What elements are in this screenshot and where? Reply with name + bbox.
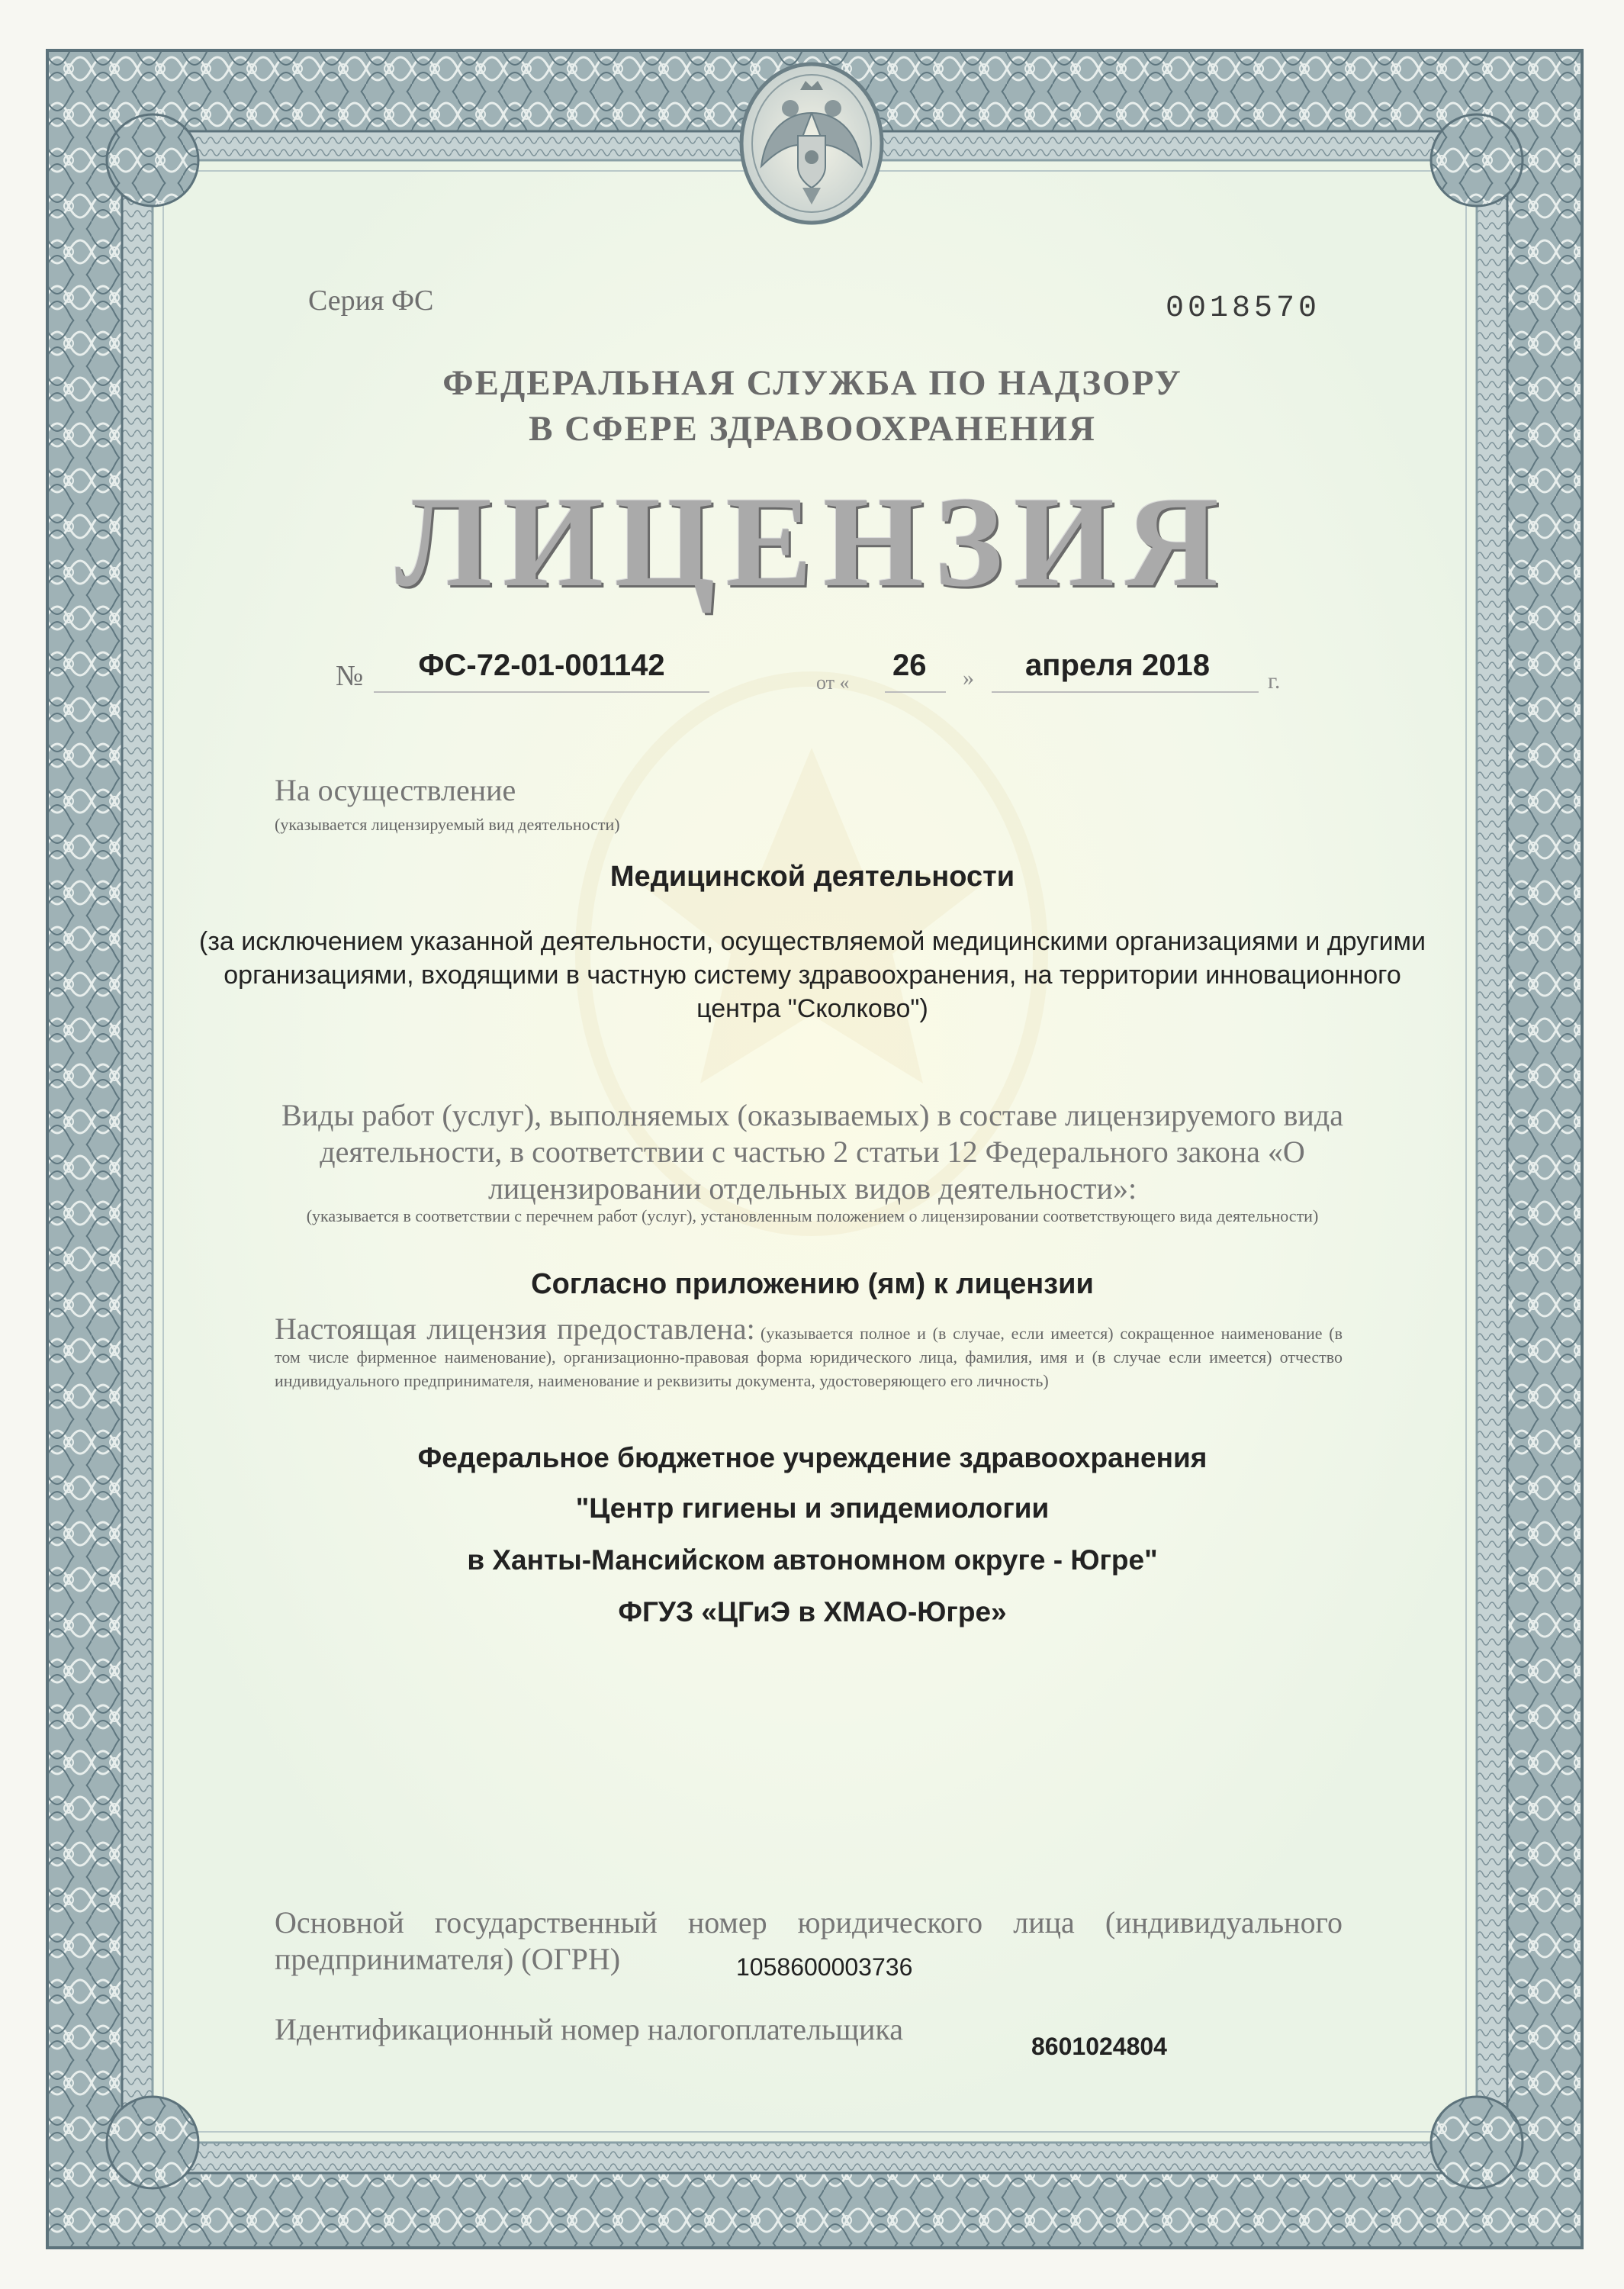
inn-label: Идентификационный номер налогоплательщика xyxy=(275,2012,904,2046)
day-underline xyxy=(885,691,946,693)
granted-label: Настоящая лицензия предоставлена: xyxy=(275,1312,755,1346)
works-value: Согласно приложению (ям) к лицензии xyxy=(531,1268,1094,1300)
granted-block xyxy=(275,1312,1343,1394)
organization-line-3: в Ханты-Мансийском автономном округе - Югре" xyxy=(467,1544,1158,1576)
inn-value: 8601024804 xyxy=(1031,2033,1167,2060)
year-suffix: г. xyxy=(1268,668,1281,694)
license-number: ФС-72-01-001142 xyxy=(418,649,665,682)
activity-intro: На осуществление xyxy=(275,773,516,807)
document-title: ЛИЦЕНЗИЯ xyxy=(395,470,1230,613)
agency-line-1: ФЕДЕРАЛЬНАЯ СЛУЖБА ПО НАДЗОРУ xyxy=(442,363,1182,403)
organization-short-name: ФГУЗ «ЦГиЭ в ХМАО-Югре» xyxy=(618,1596,1007,1627)
number-sign: № xyxy=(336,660,364,692)
activity-hint: (указывается лицензируемый вид деятельности) xyxy=(275,815,620,834)
serial-number: 0018570 xyxy=(1166,291,1321,326)
license-day: 26 xyxy=(892,649,927,682)
activity-name: Медицинской деятельности xyxy=(609,861,1015,893)
works-intro: Виды работ (услуг), выполняемых (оказываемых) в составе лицензируемого вида деятельности, в соответствии с частью 2 статьи 12 Федерального закона «О лицензировании отдельных видов деятельности»: xyxy=(281,1098,1343,1206)
granted-hint: (указывается полное и (в случае, если имеется) сокращенное наименование (в том числе фирменное наименование), организационно-правовая форма юридического лица, фамилия, имя и (в случае если имеется) отчество индивидуального предпринимателя, наименование и реквизиты документа, удостоверяющего его личность) xyxy=(275,1324,1343,1390)
agency-name xyxy=(229,360,1396,452)
license-month-year: апреля 2018 xyxy=(1025,649,1210,682)
activity-note: (за исключением указанной деятельности, осуществляемой медицинскими организациями и другими организациями, входящими в частную систему здравоохранения, на территории инновационного центра "Сколково") xyxy=(199,927,1426,1023)
series-label: Серия ФС xyxy=(308,285,434,317)
coat-of-arms-icon xyxy=(735,60,888,227)
date-from-label: от « xyxy=(816,671,850,694)
ogrn-value: 1058600003736 xyxy=(736,1953,913,1981)
ogrn-label: Основной государственный номер юридического лица (индивидуального предпринимателя) (ОГРН) xyxy=(275,1905,1343,1976)
number-underline xyxy=(374,691,709,693)
date-quote-close: » xyxy=(963,665,974,691)
agency-line-2: В СФЕРЕ ЗДРАВООХРАНЕНИЯ xyxy=(529,409,1096,449)
works-hint: (указывается в соответствии с перечнем работ (услуг), установленным положением о лицензировании соответствующего вида деятельности) xyxy=(306,1206,1319,1225)
organization-line-1: Федеральное бюджетное учреждение здравоохранения xyxy=(417,1442,1208,1473)
organization-line-2: "Центр гигиены и эпидемиологии xyxy=(575,1492,1050,1524)
month-underline xyxy=(992,691,1259,693)
